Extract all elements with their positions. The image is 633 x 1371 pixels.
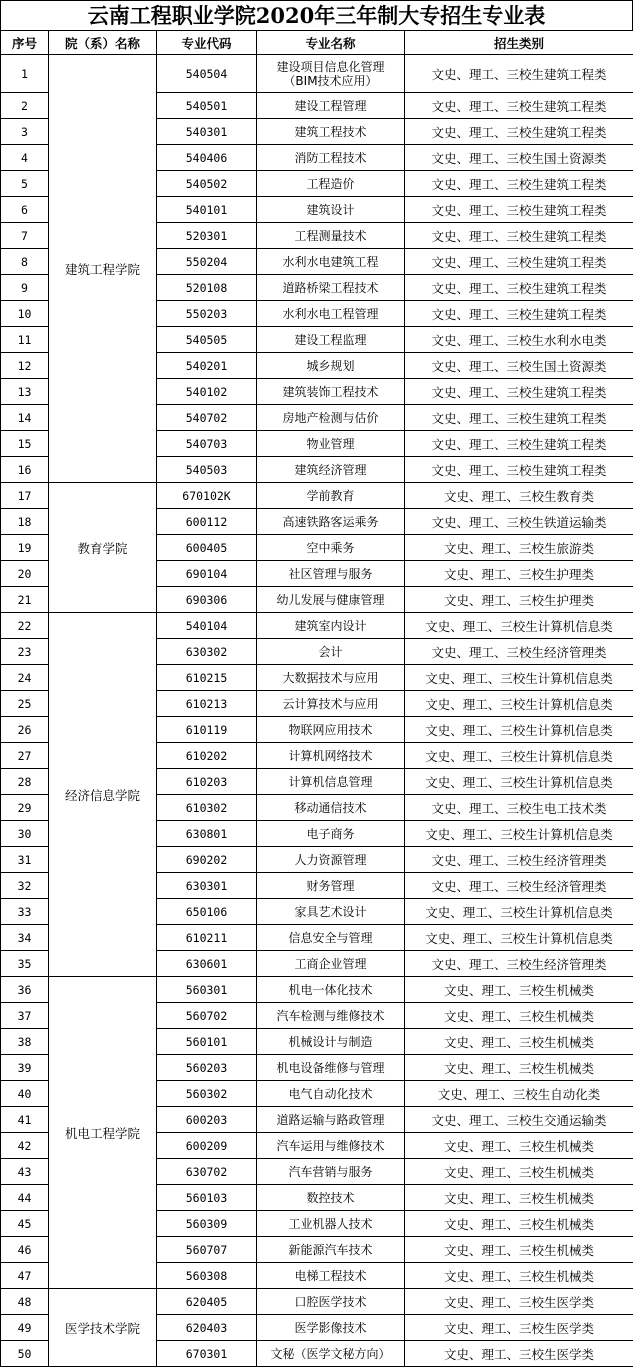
admission-category: 文史、理工、三校生计算机信息类 <box>405 717 633 743</box>
major-name: 建设工程监理 <box>257 327 405 353</box>
major-code: 600405 <box>157 535 257 561</box>
row-seq: 28 <box>1 769 49 795</box>
admission-category: 文史、理工、三校生机械类 <box>405 977 633 1003</box>
major-name: 电子商务 <box>257 821 405 847</box>
major-name: 城乡规划 <box>257 353 405 379</box>
major-code: 540104 <box>157 613 257 639</box>
major-code: 610213 <box>157 691 257 717</box>
major-name-line1: 建设项目信息化管理 <box>276 59 385 74</box>
row-seq: 38 <box>1 1029 49 1055</box>
admission-category: 文史、理工、三校生机械类 <box>405 1133 633 1159</box>
admission-category: 文史、理工、三校生经济管理类 <box>405 847 633 873</box>
major-name: 工业机器人技术 <box>257 1211 405 1237</box>
major-name: 高速铁路客运乘务 <box>257 509 405 535</box>
admission-category: 文史、理工、三校生建筑工程类 <box>405 431 633 457</box>
admission-category: 文史、理工、三校生机械类 <box>405 1237 633 1263</box>
major-name: 口腔医学技术 <box>257 1289 405 1315</box>
major-name: 物业管理 <box>257 431 405 457</box>
majors-table <box>0 30 633 1367</box>
major-name: 新能源汽车技术 <box>257 1237 405 1263</box>
row-seq: 47 <box>1 1263 49 1289</box>
row-seq: 39 <box>1 1055 49 1081</box>
major-code: 630801 <box>157 821 257 847</box>
major-code: 550204 <box>157 249 257 275</box>
major-code: 690202 <box>157 847 257 873</box>
admission-category: 文史、理工、三校生建筑工程类 <box>405 197 633 223</box>
admission-category: 文史、理工、三校生建筑工程类 <box>405 93 633 119</box>
row-seq: 20 <box>1 561 49 587</box>
major-code: 600203 <box>157 1107 257 1133</box>
admission-category: 文史、理工、三校生医学类 <box>405 1315 633 1341</box>
major-code: 630601 <box>157 951 257 977</box>
major-code: 540201 <box>157 353 257 379</box>
row-seq: 26 <box>1 717 49 743</box>
header-dept: 院（系）名称 <box>49 31 157 55</box>
major-name: 会计 <box>257 639 405 665</box>
major-code: 630302 <box>157 639 257 665</box>
admission-category: 文史、理工、三校生国土资源类 <box>405 145 633 171</box>
admission-category: 文史、理工、三校生机械类 <box>405 1263 633 1289</box>
admission-category: 文史、理工、三校生交通运输类 <box>405 1107 633 1133</box>
row-seq: 32 <box>1 873 49 899</box>
admission-category: 文史、理工、三校生计算机信息类 <box>405 691 633 717</box>
major-name: 建筑室内设计 <box>257 613 405 639</box>
department-name: 建筑工程学院 <box>49 55 157 483</box>
row-seq: 4 <box>1 145 49 171</box>
admission-category: 文史、理工、三校生计算机信息类 <box>405 769 633 795</box>
major-code: 540102 <box>157 379 257 405</box>
major-name: 家具艺术设计 <box>257 899 405 925</box>
header-seq: 序号 <box>1 31 49 55</box>
major-name: 建筑装饰工程技术 <box>257 379 405 405</box>
row-seq: 19 <box>1 535 49 561</box>
row-seq: 21 <box>1 587 49 613</box>
major-code: 550203 <box>157 301 257 327</box>
major-name: 工程测量技术 <box>257 223 405 249</box>
major-code: 670301 <box>157 1341 257 1367</box>
admission-category: 文史、理工、三校生建筑工程类 <box>405 275 633 301</box>
major-code: 540503 <box>157 457 257 483</box>
admission-category: 文史、理工、三校生护理类 <box>405 561 633 587</box>
header-code: 专业代码 <box>157 31 257 55</box>
admission-category: 文史、理工、三校生建筑工程类 <box>405 171 633 197</box>
department-name: 教育学院 <box>49 483 157 613</box>
major-name: 汽车检测与维修技术 <box>257 1003 405 1029</box>
major-name: 道路运输与路政管理 <box>257 1107 405 1133</box>
row-seq: 27 <box>1 743 49 769</box>
row-seq: 37 <box>1 1003 49 1029</box>
major-code: 610215 <box>157 665 257 691</box>
table-row <box>1 1289 633 1315</box>
row-seq: 14 <box>1 405 49 431</box>
major-name: 汽车营销与服务 <box>257 1159 405 1185</box>
admission-category: 文史、理工、三校生铁道运输类 <box>405 509 633 535</box>
row-seq: 23 <box>1 639 49 665</box>
admission-category: 文史、理工、三校生国土资源类 <box>405 353 633 379</box>
major-name: 数控技术 <box>257 1185 405 1211</box>
header-category: 招生类别 <box>405 31 633 55</box>
major-code: 540702 <box>157 405 257 431</box>
department-name: 医学技术学院 <box>49 1289 157 1367</box>
row-seq: 17 <box>1 483 49 509</box>
major-name: 学前教育 <box>257 483 405 509</box>
major-name: 消防工程技术 <box>257 145 405 171</box>
major-code: 560707 <box>157 1237 257 1263</box>
admission-category: 文史、理工、三校生医学类 <box>405 1341 633 1367</box>
admission-category: 文史、理工、三校生建筑工程类 <box>405 223 633 249</box>
row-seq: 24 <box>1 665 49 691</box>
major-name: 云计算技术与应用 <box>257 691 405 717</box>
major-code: 540502 <box>157 171 257 197</box>
row-seq: 46 <box>1 1237 49 1263</box>
row-seq: 5 <box>1 171 49 197</box>
admission-category: 文史、理工、三校生建筑工程类 <box>405 119 633 145</box>
major-name: 房地产检测与估价 <box>257 405 405 431</box>
row-seq: 42 <box>1 1133 49 1159</box>
major-name: 人力资源管理 <box>257 847 405 873</box>
major-name: 水利水电工程管理 <box>257 301 405 327</box>
major-name: 建筑设计 <box>257 197 405 223</box>
header-name: 专业名称 <box>257 31 405 55</box>
admission-category: 文史、理工、三校生机械类 <box>405 1029 633 1055</box>
admission-category: 文史、理工、三校生计算机信息类 <box>405 925 633 951</box>
row-seq: 40 <box>1 1081 49 1107</box>
row-seq: 50 <box>1 1341 49 1367</box>
row-seq: 7 <box>1 223 49 249</box>
admission-category: 文史、理工、三校生计算机信息类 <box>405 743 633 769</box>
row-seq: 43 <box>1 1159 49 1185</box>
major-name: 物联网应用技术 <box>257 717 405 743</box>
major-name: 机电一体化技术 <box>257 977 405 1003</box>
admission-category: 文史、理工、三校生自动化类 <box>405 1081 633 1107</box>
major-code: 610211 <box>157 925 257 951</box>
major-name: 机电设备维修与管理 <box>257 1055 405 1081</box>
major-code: 560702 <box>157 1003 257 1029</box>
major-name: 建筑工程技术 <box>257 119 405 145</box>
major-code: 560103 <box>157 1185 257 1211</box>
major-name: 电梯工程技术 <box>257 1263 405 1289</box>
admission-category: 文史、理工、三校生经济管理类 <box>405 873 633 899</box>
admission-category: 文史、理工、三校生计算机信息类 <box>405 613 633 639</box>
major-code: 560308 <box>157 1263 257 1289</box>
admission-category: 文史、理工、三校生经济管理类 <box>405 951 633 977</box>
major-code: 540703 <box>157 431 257 457</box>
major-name <box>257 55 405 93</box>
admission-category: 文史、理工、三校生建筑工程类 <box>405 457 633 483</box>
admission-category: 文史、理工、三校生机械类 <box>405 1159 633 1185</box>
major-name: 水利水电建筑工程 <box>257 249 405 275</box>
major-code: 610202 <box>157 743 257 769</box>
major-name-line2: （BIM技术应用） <box>283 73 378 88</box>
major-code: 540505 <box>157 327 257 353</box>
row-seq: 36 <box>1 977 49 1003</box>
major-code: 520108 <box>157 275 257 301</box>
table-row <box>1 55 633 93</box>
admission-category: 文史、理工、三校生电工技术类 <box>405 795 633 821</box>
admission-category: 文史、理工、三校生计算机信息类 <box>405 821 633 847</box>
table-body <box>1 55 633 1367</box>
row-seq: 30 <box>1 821 49 847</box>
admission-category: 文史、理工、三校生水利水电类 <box>405 327 633 353</box>
admission-category: 文史、理工、三校生建筑工程类 <box>405 55 633 93</box>
admission-category: 文史、理工、三校生经济管理类 <box>405 639 633 665</box>
major-code: 650106 <box>157 899 257 925</box>
admission-category: 文史、理工、三校生医学类 <box>405 1289 633 1315</box>
admission-category: 文史、理工、三校生机械类 <box>405 1055 633 1081</box>
major-code: 620405 <box>157 1289 257 1315</box>
major-name: 财务管理 <box>257 873 405 899</box>
admission-category: 文史、理工、三校生旅游类 <box>405 535 633 561</box>
major-code: 540501 <box>157 93 257 119</box>
admission-category: 文史、理工、三校生计算机信息类 <box>405 899 633 925</box>
major-code: 540101 <box>157 197 257 223</box>
header-row <box>1 31 633 55</box>
major-code: 600209 <box>157 1133 257 1159</box>
row-seq: 35 <box>1 951 49 977</box>
row-seq: 3 <box>1 119 49 145</box>
row-seq: 22 <box>1 613 49 639</box>
table-row <box>1 613 633 639</box>
major-code: 630301 <box>157 873 257 899</box>
row-seq: 13 <box>1 379 49 405</box>
admission-category: 文史、理工、三校生建筑工程类 <box>405 379 633 405</box>
row-seq: 8 <box>1 249 49 275</box>
major-name: 道路桥梁工程技术 <box>257 275 405 301</box>
major-name: 文秘（医学文秘方向） <box>257 1341 405 1367</box>
page-title: 云南工程职业学院2020年三年制大专招生专业表 <box>0 0 633 30</box>
major-code: 600112 <box>157 509 257 535</box>
row-seq: 2 <box>1 93 49 119</box>
major-name: 社区管理与服务 <box>257 561 405 587</box>
admission-category: 文史、理工、三校生机械类 <box>405 1211 633 1237</box>
major-code: 610119 <box>157 717 257 743</box>
row-seq: 6 <box>1 197 49 223</box>
major-name: 大数据技术与应用 <box>257 665 405 691</box>
major-code: 630702 <box>157 1159 257 1185</box>
major-code: 690104 <box>157 561 257 587</box>
major-code: 560301 <box>157 977 257 1003</box>
row-seq: 25 <box>1 691 49 717</box>
major-name: 机械设计与制造 <box>257 1029 405 1055</box>
major-name: 幼儿发展与健康管理 <box>257 587 405 613</box>
table-row <box>1 483 633 509</box>
major-code: 540301 <box>157 119 257 145</box>
major-code: 560203 <box>157 1055 257 1081</box>
major-code: 610203 <box>157 769 257 795</box>
major-code: 560302 <box>157 1081 257 1107</box>
major-name: 建筑经济管理 <box>257 457 405 483</box>
row-seq: 45 <box>1 1211 49 1237</box>
major-name: 医学影像技术 <box>257 1315 405 1341</box>
row-seq: 48 <box>1 1289 49 1315</box>
major-code: 520301 <box>157 223 257 249</box>
row-seq: 16 <box>1 457 49 483</box>
major-code: 620403 <box>157 1315 257 1341</box>
major-code: 540406 <box>157 145 257 171</box>
row-seq: 34 <box>1 925 49 951</box>
major-name: 空中乘务 <box>257 535 405 561</box>
row-seq: 10 <box>1 301 49 327</box>
row-seq: 31 <box>1 847 49 873</box>
major-name: 建设工程管理 <box>257 93 405 119</box>
row-seq: 9 <box>1 275 49 301</box>
major-name: 汽车运用与维修技术 <box>257 1133 405 1159</box>
row-seq: 12 <box>1 353 49 379</box>
admission-category: 文史、理工、三校生护理类 <box>405 587 633 613</box>
major-name: 信息安全与管理 <box>257 925 405 951</box>
admission-category: 文史、理工、三校生建筑工程类 <box>405 405 633 431</box>
admission-category: 文史、理工、三校生教育类 <box>405 483 633 509</box>
row-seq: 44 <box>1 1185 49 1211</box>
major-name: 工程造价 <box>257 171 405 197</box>
table-row <box>1 977 633 1003</box>
department-name: 机电工程学院 <box>49 977 157 1289</box>
admission-category: 文史、理工、三校生计算机信息类 <box>405 665 633 691</box>
admission-category: 文史、理工、三校生机械类 <box>405 1003 633 1029</box>
major-code: 610302 <box>157 795 257 821</box>
major-name: 计算机信息管理 <box>257 769 405 795</box>
row-seq: 18 <box>1 509 49 535</box>
row-seq: 15 <box>1 431 49 457</box>
admission-category: 文史、理工、三校生机械类 <box>405 1185 633 1211</box>
row-seq: 33 <box>1 899 49 925</box>
admission-category: 文史、理工、三校生建筑工程类 <box>405 301 633 327</box>
major-code: 560309 <box>157 1211 257 1237</box>
major-code: 670102K <box>157 483 257 509</box>
major-name: 计算机网络技术 <box>257 743 405 769</box>
major-code: 540504 <box>157 55 257 93</box>
admission-category: 文史、理工、三校生建筑工程类 <box>405 249 633 275</box>
major-code: 560101 <box>157 1029 257 1055</box>
major-name: 工商企业管理 <box>257 951 405 977</box>
major-name: 电气自动化技术 <box>257 1081 405 1107</box>
major-code: 690306 <box>157 587 257 613</box>
row-seq: 29 <box>1 795 49 821</box>
department-name: 经济信息学院 <box>49 613 157 977</box>
row-seq: 1 <box>1 55 49 93</box>
major-name: 移动通信技术 <box>257 795 405 821</box>
row-seq: 11 <box>1 327 49 353</box>
row-seq: 49 <box>1 1315 49 1341</box>
row-seq: 41 <box>1 1107 49 1133</box>
